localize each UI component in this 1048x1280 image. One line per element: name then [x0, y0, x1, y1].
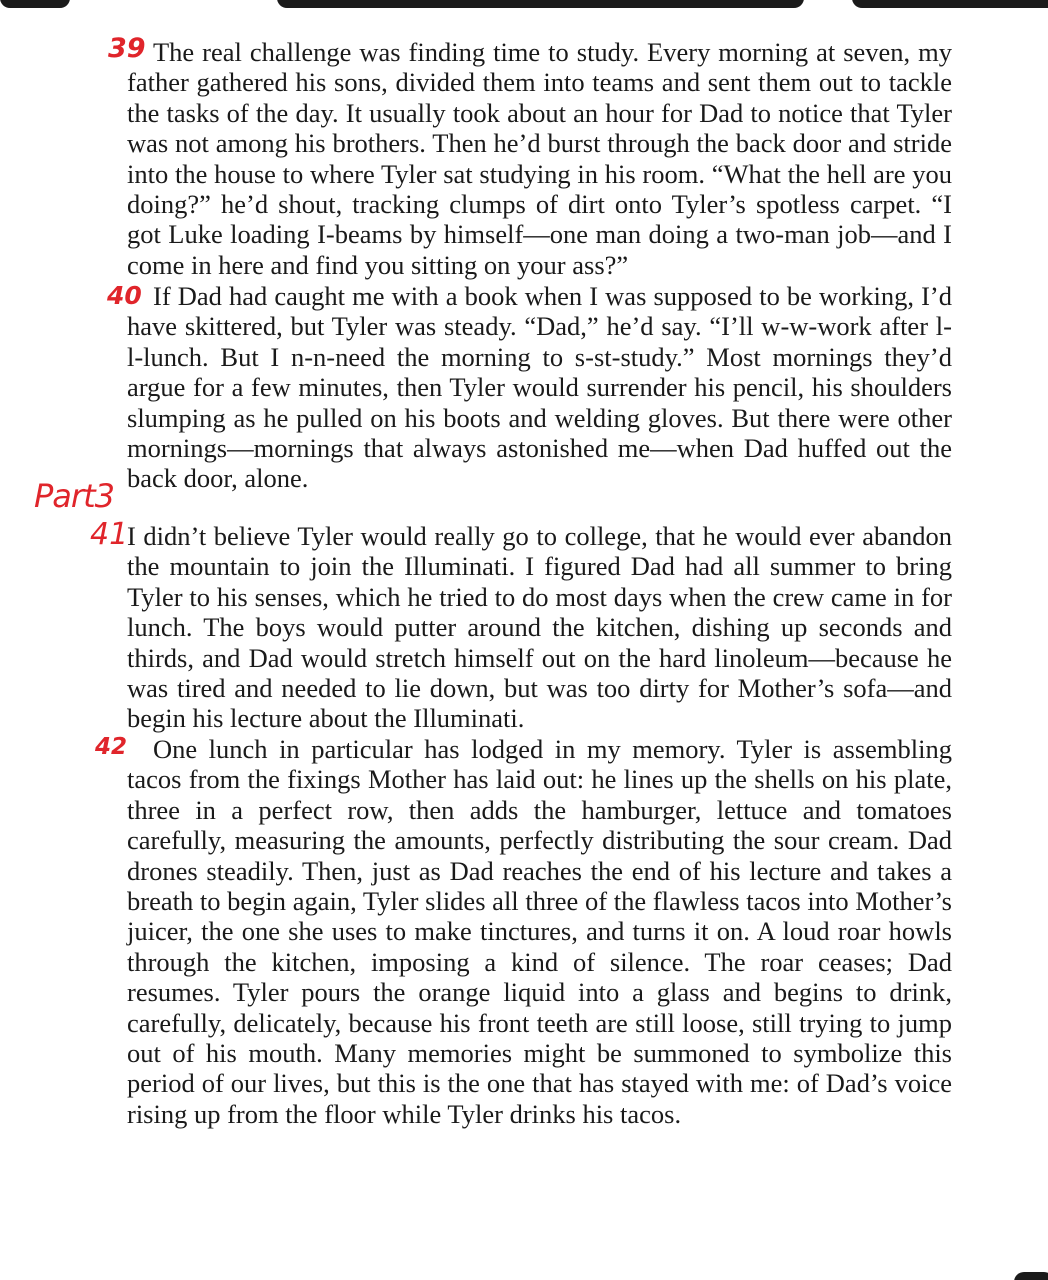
handwritten-paragraph-number-39: 39 — [108, 33, 146, 64]
handwritten-paragraph-number-41: 41 — [90, 517, 129, 552]
handwritten-paragraph-number-40: 40 — [107, 281, 142, 310]
paragraph-42: One lunch in particular has lodged in my memory. Tyler is assembling tacos from the fixings Mother has laid out: he lines up the shells on his plate, three in a perfect row, then adds the hamburger, lettuce and tomatoes carefully, measuring the amounts, perfectly distributing the sour cream. Dad drones steadily. Then, just as Dad reaches the end of his lecture and takes a breath to begin again, Tyler slides all three of the flawless tacos into Mother’s juicer, the one she uses to make tinctures, and turns it on. A loud roar howls through the kitchen, imposing a kind of silence. The roar ceases; Dad resumes. Tyler pours the orange liquid into a glass and begins to drink, carefully, delicately, because his front teeth are still loose, still trying to jump out of his mouth. Many memories might be summoned to symbolize this period of our lives, but this is the one that has stayed with me: of Dad’s voice rising up from the floor while Tyler drinks his tacos. — [127, 734, 952, 1129]
paragraph-40: If Dad had caught me with a book when I was supposed to be working, I’d have skittered, but Tyler was steady. “Dad,” he’d say. “I’ll w-w-work after l-l-lunch. But I n-n-need the morning to s-st-study.” Most mornings they’d argue for a few minutes, then Tyler would surrender his pencil, his shoulders slumping as he pulled on his boots and welding gloves. But there were other mornings—mornings that always astonished me—when Dad huffed out the back door, alone. — [127, 281, 952, 494]
paragraph-39: The real challenge was finding time to study. Every morning at seven, my father gathered his sons, divided them into teams and sent them out to tackle the tasks of the day. It usually took about an hour for Dad to notice that Tyler was not among his brothers. Then he’d burst through the back door and stride into the house to where Tyler sat studying in his room. “What the hell are you doing?” he’d shout, tracking clumps of dirt onto Tyler’s spotless carpet. “I got Luke loading I-beams by himself—one man doing a two-man job—and I come in here and find you sitting on your ass?” — [127, 37, 952, 280]
handwritten-part-label: Part3 — [34, 477, 114, 515]
handwritten-paragraph-number-42: 42 — [95, 734, 128, 760]
paragraph-41: I didn’t believe Tyler would really go to college, that he would ever abandon the mountain to join the Illuminati. I figured Dad had all summer to bring Tyler to his senses, which he tried to do most days when the crew came in for lunch. The boys would putter around the kitchen, dishing up seconds and thirds, and Dad would stretch himself out on the hard linoleum—because he was tired and needed to lie down, but was too dirty for Mother’s sofa—and begin his lecture about the Illuminati. — [127, 521, 952, 734]
